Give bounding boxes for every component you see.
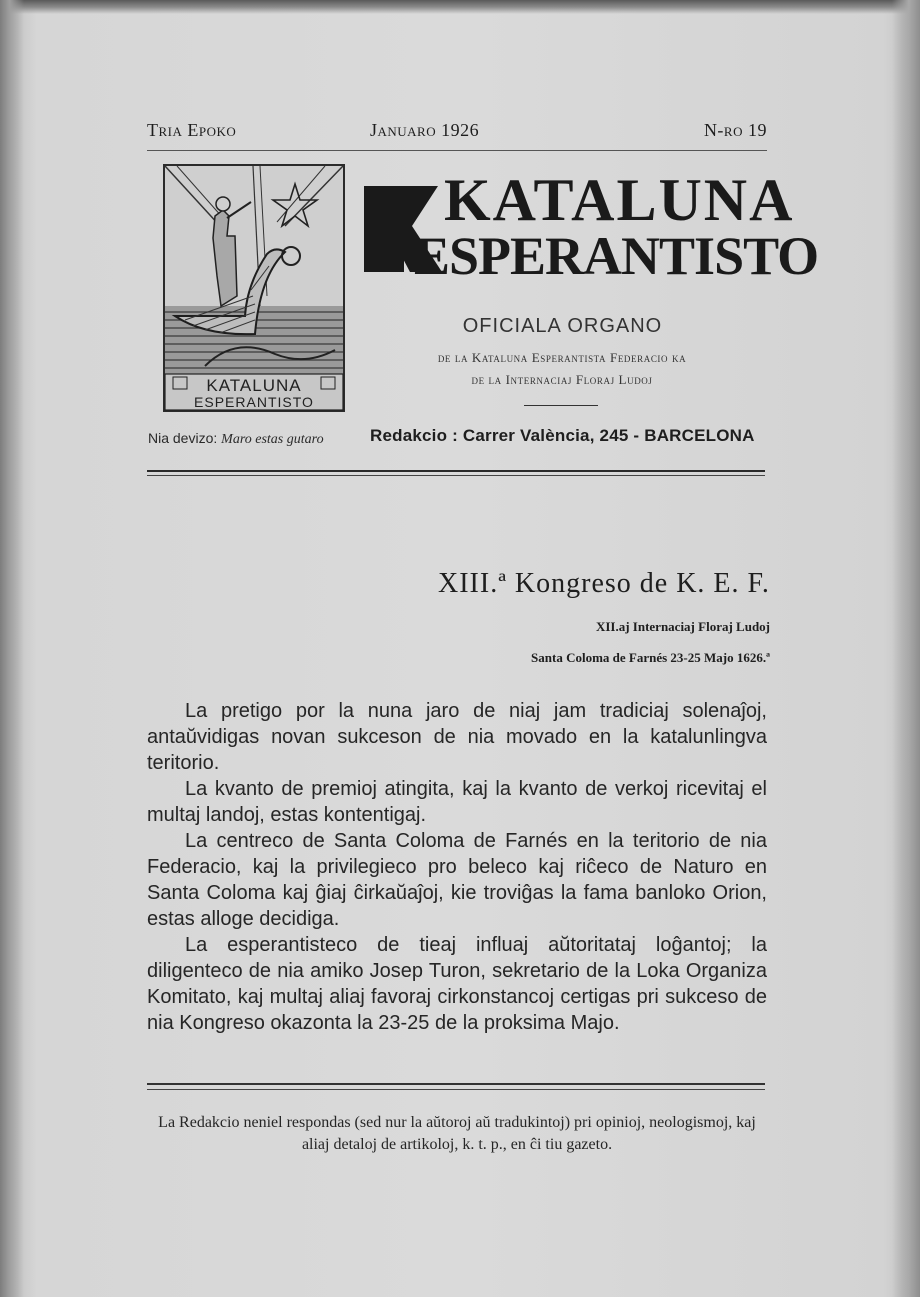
issue-number: N-ro 19 xyxy=(703,120,767,140)
editorial-address: Redakcio : Carrer València, 245 - BARCELONA xyxy=(370,426,755,445)
paragraph: La pretigo por la nuna jaro de niaj jam tradiciaj solenaĵoj, antaŭvidigas novan sukceson de nia movado en la katalunlingva teritorio. xyxy=(147,700,767,774)
series-label: Tria Epoko xyxy=(147,120,237,140)
organ-subtitle xyxy=(356,347,768,391)
masthead-divider xyxy=(147,470,765,472)
article-subhead: XII.aj Internaciaj Floraj Ludoj xyxy=(595,619,770,634)
masthead-divider-thin xyxy=(147,475,765,476)
organ-subtitle-line2: de la Internaciaj Floraj Ludoj xyxy=(471,372,653,387)
editorial-disclaimer: La Redakcio neniel respondas (sed nur la aŭtoroj aŭ tradukintoj) pri opinioj, neologismoj, kaj aliaj detaloj de artikoloj, k. t. p., en ĉi tiu gazeto. xyxy=(158,1114,756,1153)
running-head xyxy=(147,120,767,148)
page-edge-shadow xyxy=(0,0,24,1297)
issue-date: Januaro 1926 xyxy=(370,120,480,140)
paragraph: La kvanto de premioj atingita, kaj la kvanto de verkoj ricevitaj el multaj landoj, estas kontentigaj. xyxy=(147,778,767,826)
article-body xyxy=(147,698,767,1036)
paragraph: La centreco de Santa Coloma de Farnés en la teritorio de nia Federacio, kaj la privilegieco pro beleco kaj riĉeco de Naturo en Santa Coloma kaj ĝiaj ĉirkaŭaĵoj, kie troviĝas la fama banloko Orion, estas alloge decidiga. xyxy=(147,830,767,930)
logo-text-bottom: ESPERANTISTO xyxy=(194,394,314,410)
motto xyxy=(148,430,324,448)
footer-divider xyxy=(147,1083,765,1085)
organ-subtitle-line1: de la Kataluna Esperantista Federacio ka xyxy=(437,350,687,365)
ship-star-emblem-icon xyxy=(163,164,345,412)
masthead-line2: ESPERANTISTO xyxy=(414,226,819,286)
article-dateline: Santa Coloma de Farnés 23-25 Majo 1626.ª xyxy=(531,650,770,665)
paragraph: La esperantisteco de tieaj influaj aŭtoritataj loĝantoj; la diligenteco de nia amiko Josep Turon, sekretario de la Loka Organiza Komitato, kaj multaj aliaj favoraj cirkonstancoj certigas pri sukceso de nia Kongreso okazonta la 23-25 de la proksima Majo. xyxy=(147,934,767,1034)
organ-divider xyxy=(524,405,598,406)
footer-divider-thin xyxy=(147,1089,765,1090)
article-title: XIII.ª Kongreso de K. E. F. xyxy=(438,568,770,599)
header-divider xyxy=(147,150,767,151)
logo-text-top: KATALUNA xyxy=(206,376,302,395)
motto-label: Nia devizo: xyxy=(148,430,218,446)
motto-text: Maro estas gutaro xyxy=(221,432,324,447)
masthead-title xyxy=(360,164,819,292)
masthead-line1: KATALUNA xyxy=(444,167,795,233)
organ-title: OFICIALA ORGANO xyxy=(462,315,663,337)
